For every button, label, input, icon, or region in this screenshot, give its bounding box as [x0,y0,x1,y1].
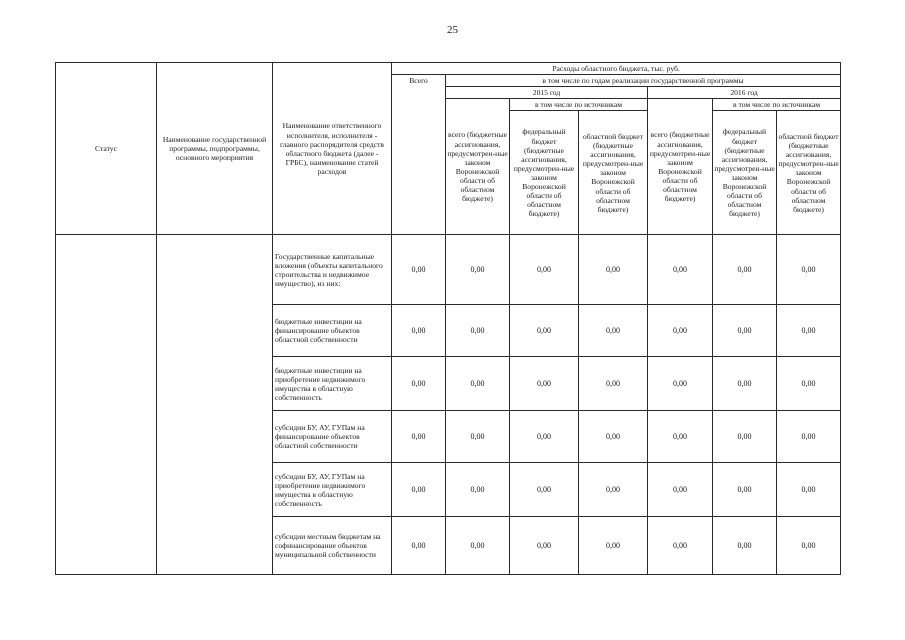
header-by-years: в том числе по годам реализации государственной программы [446,75,841,87]
value-cell: 0,00 [446,357,510,411]
value-cell: 0,00 [777,305,841,357]
value-cell: 0,00 [510,411,579,463]
header-year-2015: 2015 год [446,87,648,99]
header-year-2016: 2016 год [648,87,841,99]
value-cell: 0,00 [579,305,648,357]
value-cell: 0,00 [446,305,510,357]
value-cell: 0,00 [579,235,648,305]
header-2015-all: всего (бюджетные ассигнования, предусмотрен-ные законом Воронежской области об областном бюджете) [446,99,510,235]
header-status: Статус [56,63,157,235]
row-name: субсидии БУ, АУ, ГУПам на приобретение недвижимого имущества в областную собственность [273,463,392,517]
value-cell: 0,00 [510,305,579,357]
table-header [56,63,841,235]
value-cell: 0,00 [713,235,777,305]
header-2016-federal: федеральный бюджет (бюджетные ассигнования, предусмотрен-ные законом Воронежской области об областном бюджете) [713,111,777,235]
row-name: субсидии местным бюджетам на софинансирование объектов муниципальной собственности [273,517,392,575]
header-total: Всего [392,75,446,235]
value-cell: 0,00 [648,357,713,411]
value-cell: 0,00 [777,463,841,517]
value-cell: 0,00 [579,357,648,411]
value-cell: 0,00 [579,517,648,575]
value-cell: 0,00 [648,305,713,357]
row-name: бюджетные инвестиции на приобретение недвижимого имущества в областную собственность [273,357,392,411]
header-program-name: Наименование государственной программы, подпрограммы, основного мероприятия [157,63,273,235]
value-cell: 0,00 [648,411,713,463]
header-2016-all: всего (бюджетные ассигнования, предусмотрен-ные законом Воронежской области об областном бюджете) [648,99,713,235]
value-cell: 0,00 [713,517,777,575]
value-cell: 0,00 [713,411,777,463]
value-cell: 0,00 [446,411,510,463]
row-total: 0,00 [392,305,446,357]
header-executor-name: Наименование ответственного исполнителя, исполнителя - главного распорядителя средств областного бюджета (далее - ГРБС), наименование статей расходов [273,63,392,235]
page-number: 25 [447,24,458,36]
header-2015-regional: областной бюджет (бюджетные ассигнования, предусмотрен-ные законом Воронежской области об областном бюджете) [579,111,648,235]
value-cell: 0,00 [777,517,841,575]
row-name: бюджетные инвестиции на финансирование объектов областной собственности [273,305,392,357]
value-cell: 0,00 [579,411,648,463]
header-2016-by-sources: в том числе по источникам [713,99,841,111]
value-cell: 0,00 [713,357,777,411]
row-total: 0,00 [392,517,446,575]
value-cell: 0,00 [648,517,713,575]
row-total: 0,00 [392,411,446,463]
header-2015-by-sources: в том числе по источникам [510,99,648,111]
value-cell: 0,00 [777,357,841,411]
value-cell: 0,00 [713,305,777,357]
header-2016-regional: областной бюджет (бюджетные ассигнования, предусмотрен-ные законом Воронежской области об областном бюджете) [777,111,841,235]
header-expenses-title: Расходы областного бюджета, тыс. руб. [392,63,841,75]
value-cell: 0,00 [510,357,579,411]
value-cell: 0,00 [777,235,841,305]
table-body [56,235,841,575]
value-cell: 0,00 [446,517,510,575]
row-total: 0,00 [392,463,446,517]
row-total: 0,00 [392,235,446,305]
value-cell: 0,00 [777,411,841,463]
status-cell [56,235,157,575]
value-cell: 0,00 [510,235,579,305]
value-cell: 0,00 [648,235,713,305]
value-cell: 0,00 [510,463,579,517]
value-cell: 0,00 [510,517,579,575]
value-cell: 0,00 [713,463,777,517]
row-total: 0,00 [392,357,446,411]
value-cell: 0,00 [446,235,510,305]
value-cell: 0,00 [648,463,713,517]
row-name: субсидии БУ, АУ, ГУПам на финансирование объектов областной собственности [273,411,392,463]
table-row [56,235,841,305]
budget-table [55,62,841,575]
value-cell: 0,00 [579,463,648,517]
value-cell: 0,00 [446,463,510,517]
program-name-cell [157,235,273,575]
row-name: Государственные капитальные вложения (объекты капитального строительства и недвижимое имущество), из них: [273,235,392,305]
header-2015-federal: федеральный бюджет (бюджетные ассигнования, предусмотрен-ные законом Воронежской области об областном бюджете) [510,111,579,235]
